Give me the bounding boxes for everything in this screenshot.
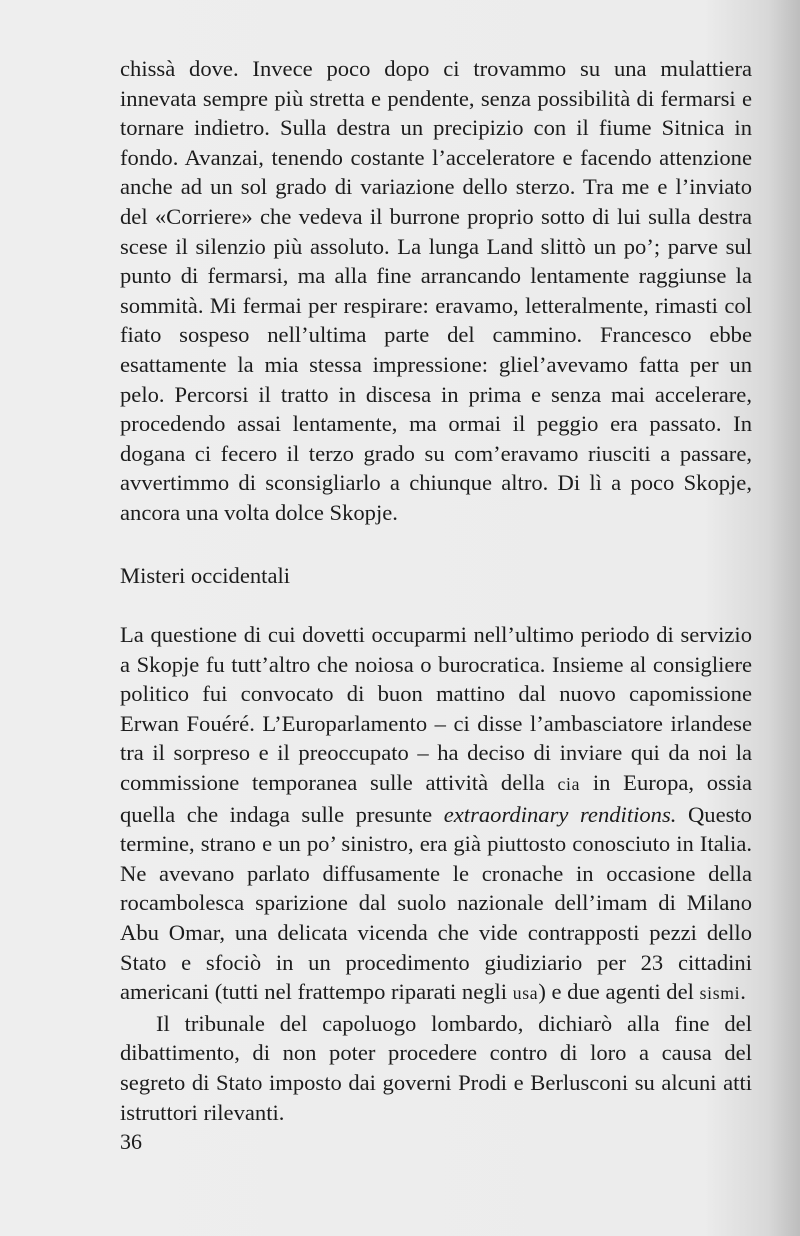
paragraph-2-part-1: La questione di cui dovetti occuparmi nell’ultimo periodo di servizio a Skopje fu tutt’altro che noiosa o burocratica. Insieme al consigliere politico fui convocato di buon mattino dal nuovo capomissione Erwan Fouéré. L’Europarlamento – ci disse l’ambasciatore irlandese tra il sorpreso e il preoccupato – ha deciso di inviare qui da noi la commissione temporanea sulle attività della — [120, 622, 752, 795]
paragraph-2-part-4: ) e due agenti del — [538, 979, 700, 1005]
page-number: 36 — [120, 1129, 142, 1154]
abbr-usa: usa — [512, 983, 539, 1004]
body-text-top — [120, 54, 752, 528]
body-text-bottom — [120, 620, 752, 1127]
paragraph-3: Il tribunale del capoluogo lombardo, dichiarò alla fine del dibattimento, di non poter procedere contro di loro a causa del segreto di Stato imposto dai governi Prodi e Berlusconi su alcuni atti istruttori rilevanti. — [120, 1010, 752, 1125]
paragraph-2-part-3: Questo termine, strano e un po’ sinistro, era già piuttosto conosciuto in Italia. Ne avevano parlato diffusamente le cronache in occasione della rocambolesca sparizione dal suolo nazionale dell’imam di Milano Abu Omar, una delicata vicenda che vide contrapposti pezzi dello Stato e sfociò in un procedimento giudiziario per 23 cittadini americani (tutti nel frattempo riparati negli — [120, 801, 752, 1005]
paragraph-2-part-5: . — [740, 979, 746, 1005]
abbr-cia: cia — [557, 773, 581, 794]
paragraph-2-part-2: in Europa, ossia quella che indaga sulle presunte — [120, 769, 752, 827]
section-heading: Misteri occidentali — [120, 563, 291, 588]
paragraph-1: chissà dove. Invece poco dopo ci trovammo su una mulattiera innevata sempre più stretta e pendente, senza possibilità di fermarsi e tornare indietro. Sulla destra un precipizio con il fiume Sitnica in fondo. Avanzai, tenendo costante l’acceleratore e facendo attenzione anche ad un sol grado di variazione dello sterzo. Tra me e l’inviato del «Corriere» che vedeva il burrone proprio sotto di lui sulla destra scese il silenzio più assoluto. La lunga Land slittò un po’; parve sul punto di fermarsi, ma alla fine arrancando lentamente raggiunse la sommità. Mi fermai per respirare: eravamo, letteralmente, rimasti col fiato sospeso nell’ultima parte del cammino. Francesco ebbe esattamente la mia stessa impressione: gliel’avevamo fatta per un pelo. Percorsi il tratto in discesa in prima e senza mai accelerare, procedendo assai lentamente, ma ormai il peggio era passato. In dogana ci fecero il terzo grado su com’eravamo riusciti a passare, avvertimmo di sconsigliarlo a chiunque altro. Di lì a poco Skopje, ancora una volta dolce Skopje. — [120, 56, 752, 525]
paragraph-2 — [120, 620, 752, 1009]
abbr-sismi: sismi — [699, 983, 741, 1004]
italic-term: extraordinary renditions. — [443, 801, 677, 827]
